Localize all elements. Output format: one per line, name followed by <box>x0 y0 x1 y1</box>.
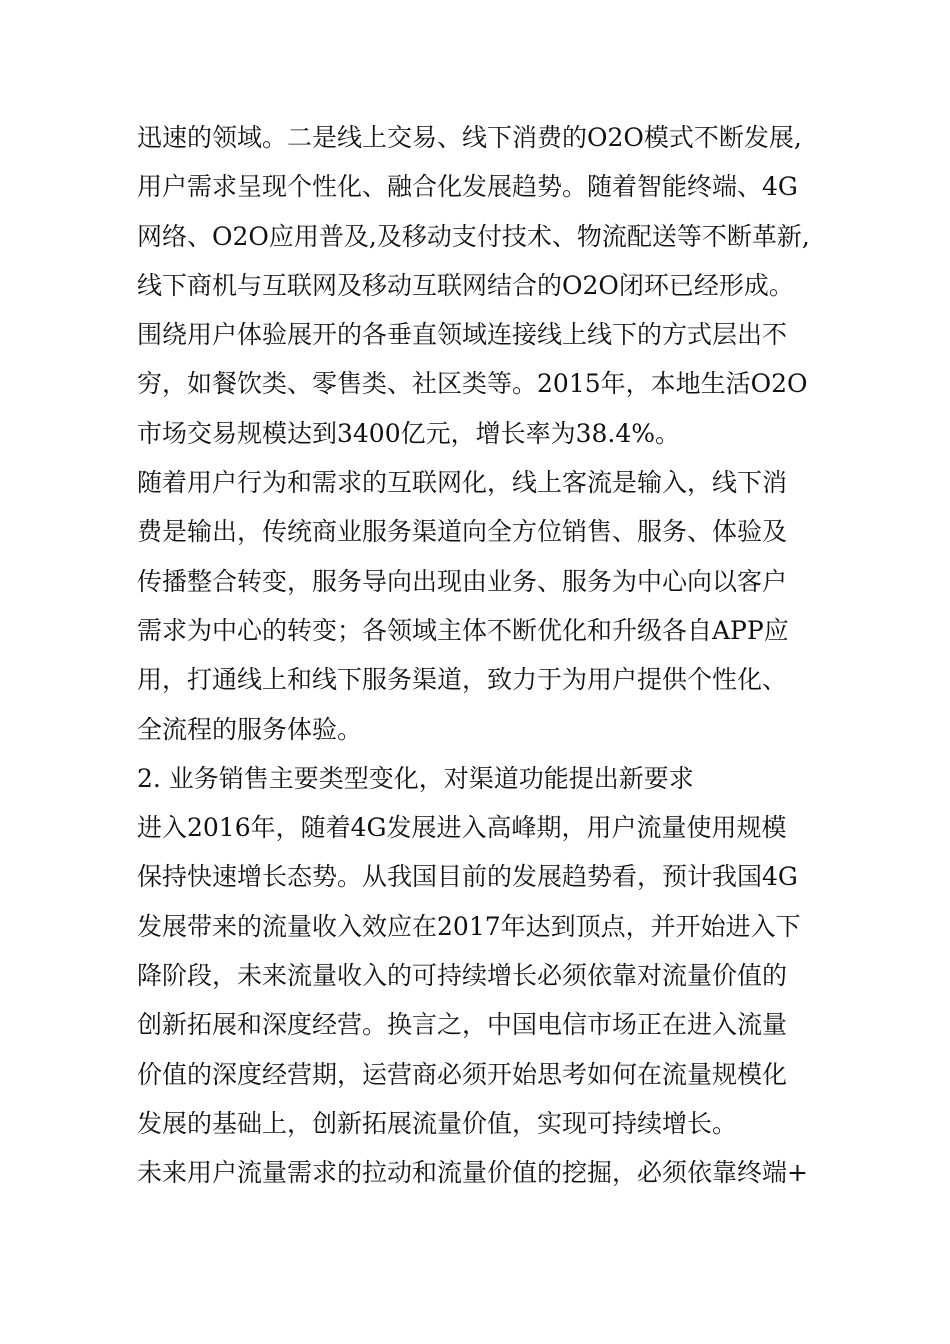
text-line: 未来用户流量需求的拉动和流量价值的挖掘，必须依靠终端+ <box>137 1158 808 1188</box>
section-heading: 2. 业务销售主要类型变化，对渠道功能提出新要求 <box>137 763 694 793</box>
text-line: 迅速的领域。二是线上交易、线下消费的O2O模式不断发展, <box>137 123 802 152</box>
text-line: 网络、O2O应用普及,及移动支付技术、物流配送等不断革新, <box>137 221 810 251</box>
text-line: 用户需求呈现个性化、融合化发展趋势。随着智能终端、4G <box>137 172 798 202</box>
text-line: 传播整合转变，服务导向出现由业务、服务为中心向以客户 <box>137 566 788 596</box>
text-line: 用，打通线上和线下服务渠道，致力于为用户提供个性化、 <box>137 665 788 695</box>
text-line: 围绕用户体验展开的各垂直领域连接线上线下的方式层出不 <box>137 320 788 350</box>
text-line: 进入2016年，随着4G发展进入高峰期，用户流量使用规模 <box>137 813 787 843</box>
text-line: 发展带来的流量收入效应在2017年达到顶点，并开始进入下 <box>137 911 801 941</box>
text-line: 价值的深度经营期，运营商必须开始思考如何在流量规模化 <box>137 1059 788 1089</box>
text-line: 全流程的服务体验。 <box>137 714 363 744</box>
text-line: 费是输出，传统商业服务渠道向全方位销售、服务、体验及 <box>137 517 788 547</box>
text-line: 发展的基础上，创新拓展流量价值，实现可持续增长。 <box>137 1108 738 1138</box>
text-line: 随着用户行为和需求的互联网化，线上客流是输入，线下消 <box>137 468 788 498</box>
body-text <box>137 113 827 1198</box>
text-line: 线下商机与互联网及移动互联网结合的O2O闭环已经形成。 <box>137 270 794 300</box>
text-line: 需求为中心的转变；各领域主体不断优化和升级各自APP应 <box>137 615 789 645</box>
text-line: 保持快速增长态势。从我国目前的发展趋势看，预计我国4G <box>137 862 798 892</box>
text-line: 降阶段，未来流量收入的可持续增长必须依靠对流量价值的 <box>137 961 788 991</box>
text-line: 创新拓展和深度经营。换言之，中国电信市场正在进入流量 <box>137 1010 788 1040</box>
text-line: 穷，如餐饮类、零售类、社区类等。2015年，本地生活O2O <box>137 369 808 399</box>
text-line: 市场交易规模达到3400亿元，增长率为38.4%。 <box>137 418 681 448</box>
